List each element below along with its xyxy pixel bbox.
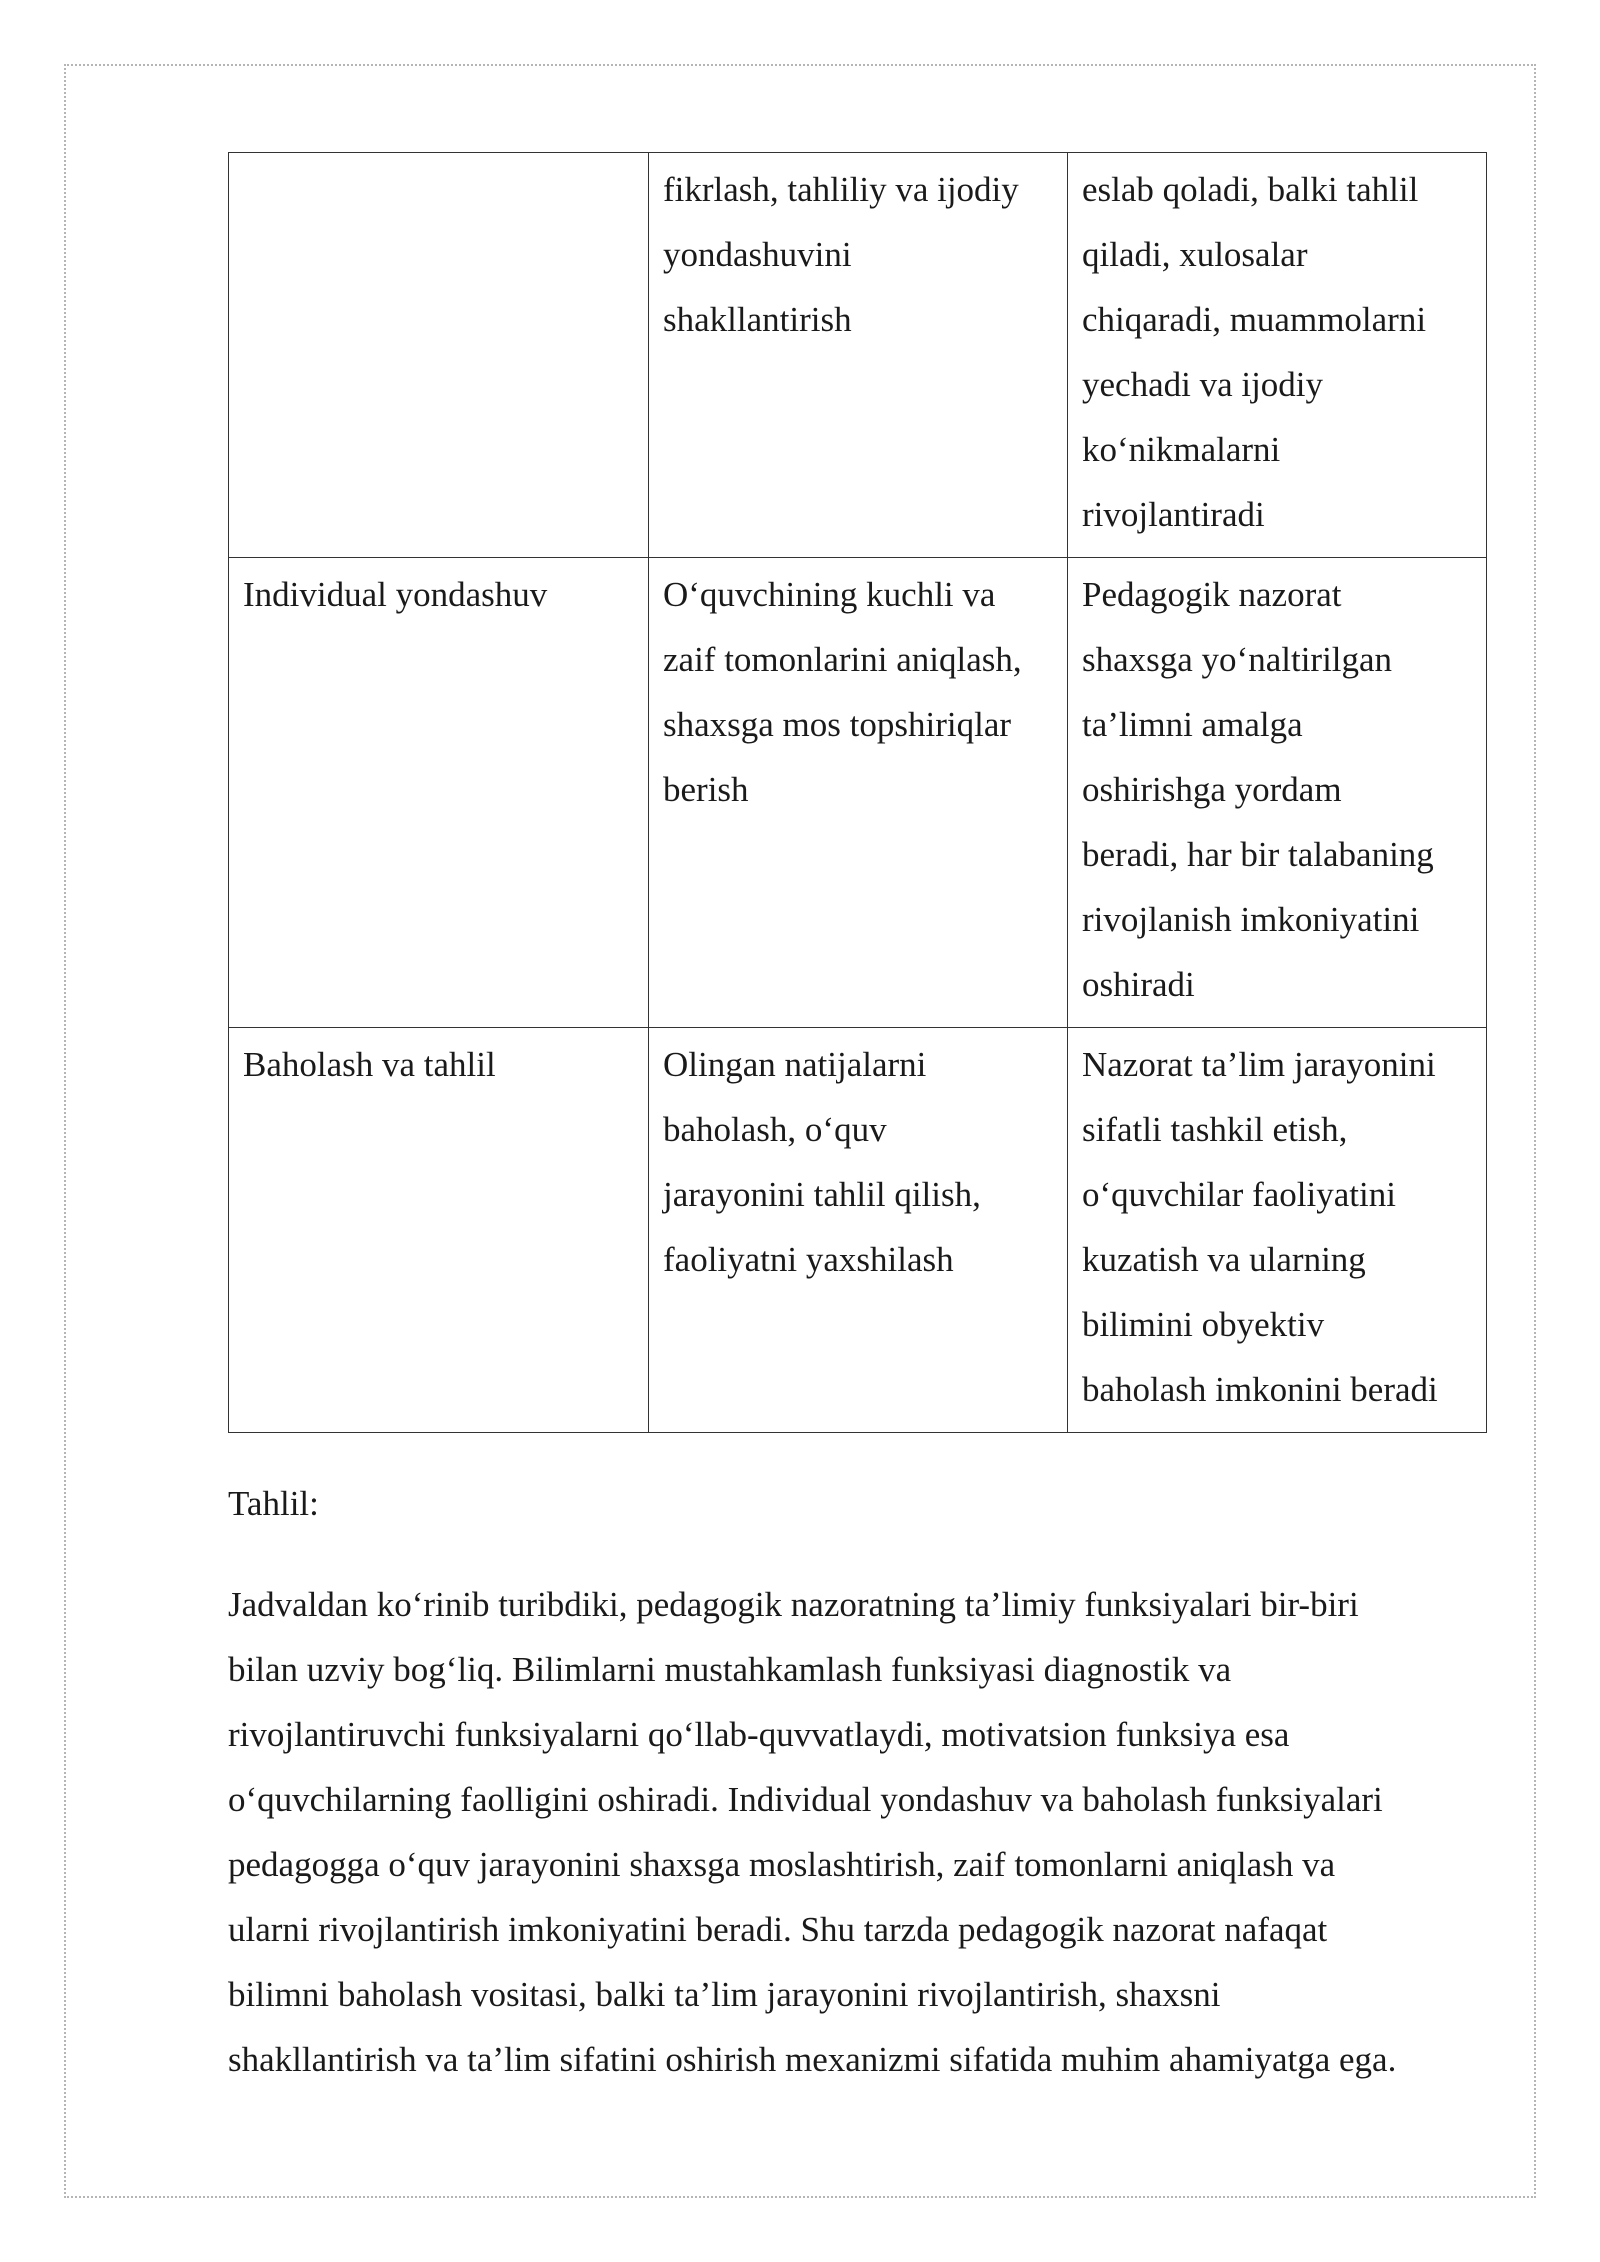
table-row (229, 558, 1487, 1028)
cell-text: Olingan natijalarni baholash, o‘quv jarayonini tahlil qilish, faoliyatni yaxshilash (663, 1045, 981, 1279)
cell-text: Nazorat ta’lim jarayonini sifatli tashkil etish, o‘quvchilar faoliyatini kuzatish va ularning bilimini obyektiv baholash imkonini beradi (1082, 1045, 1438, 1409)
cell-text: fikrlash, tahliliy va ijodiy yondashuvini shakllantirish (663, 170, 1019, 339)
table-row (229, 153, 1487, 558)
analysis-paragraph: Jadvaldan ko‘rinib turibdiki, pedagogik nazoratning ta’limiy funksiyalari bir-biri bilan uzviy bog‘liq. Bilimlarni mustahkamlash funksiyasi diagnostik va rivojlantiruvchi funksiyalarni qo‘llab-quvvatlaydi, motivatsion funksiya esa o‘quvchilarning faolligini oshiradi. Individual yondashuv va baholash funksiyalari pedagogga o‘quv jarayonini shaxsga moslashtirish, zaif tomonlarni aniqlash va ularni rivojlantirish imkoniyatini beradi. Shu tarzda pedagogik nazorat nafaqat bilimni baholash vositasi, balki ta’lim jarayonini rivojlantirish, shaxsni shakllantirish va ta’lim sifatini oshirish mexanizmi sifatida muhim ahamiyatga ega. (228, 1585, 1397, 2079)
table-cell (229, 1028, 649, 1433)
analysis-heading: Tahlil: (228, 1484, 319, 1523)
table-cell (649, 153, 1068, 558)
table-cell (1068, 1028, 1487, 1433)
table-cell (1068, 558, 1487, 1028)
document-content (228, 152, 1486, 2092)
functions-table (228, 152, 1487, 1433)
table-cell (649, 558, 1068, 1028)
cell-text: Individual yondashuv (243, 575, 548, 614)
table-cell (1068, 153, 1487, 558)
cell-text: eslab qoladi, balki tahlil qiladi, xulosalar chiqaradi, muammolarni yechadi va ijodiy ko‘nikmalarni rivojlantiradi (1082, 170, 1427, 534)
cell-text: Pedagogik nazorat shaxsga yo‘naltirilgan ta’limni amalga oshirishga yordam beradi, har bir talabaning rivojlanish imkoniyatini oshiradi (1082, 575, 1434, 1004)
table-cell (229, 153, 649, 558)
table-cell (229, 558, 649, 1028)
table-cell (649, 1028, 1068, 1433)
table-row (229, 1028, 1487, 1433)
cell-text: O‘quvchining kuchli va zaif tomonlarini aniqlash, shaxsga mos topshiriqlar berish (663, 575, 1022, 809)
cell-text: Baholash va tahlil (243, 1045, 496, 1084)
